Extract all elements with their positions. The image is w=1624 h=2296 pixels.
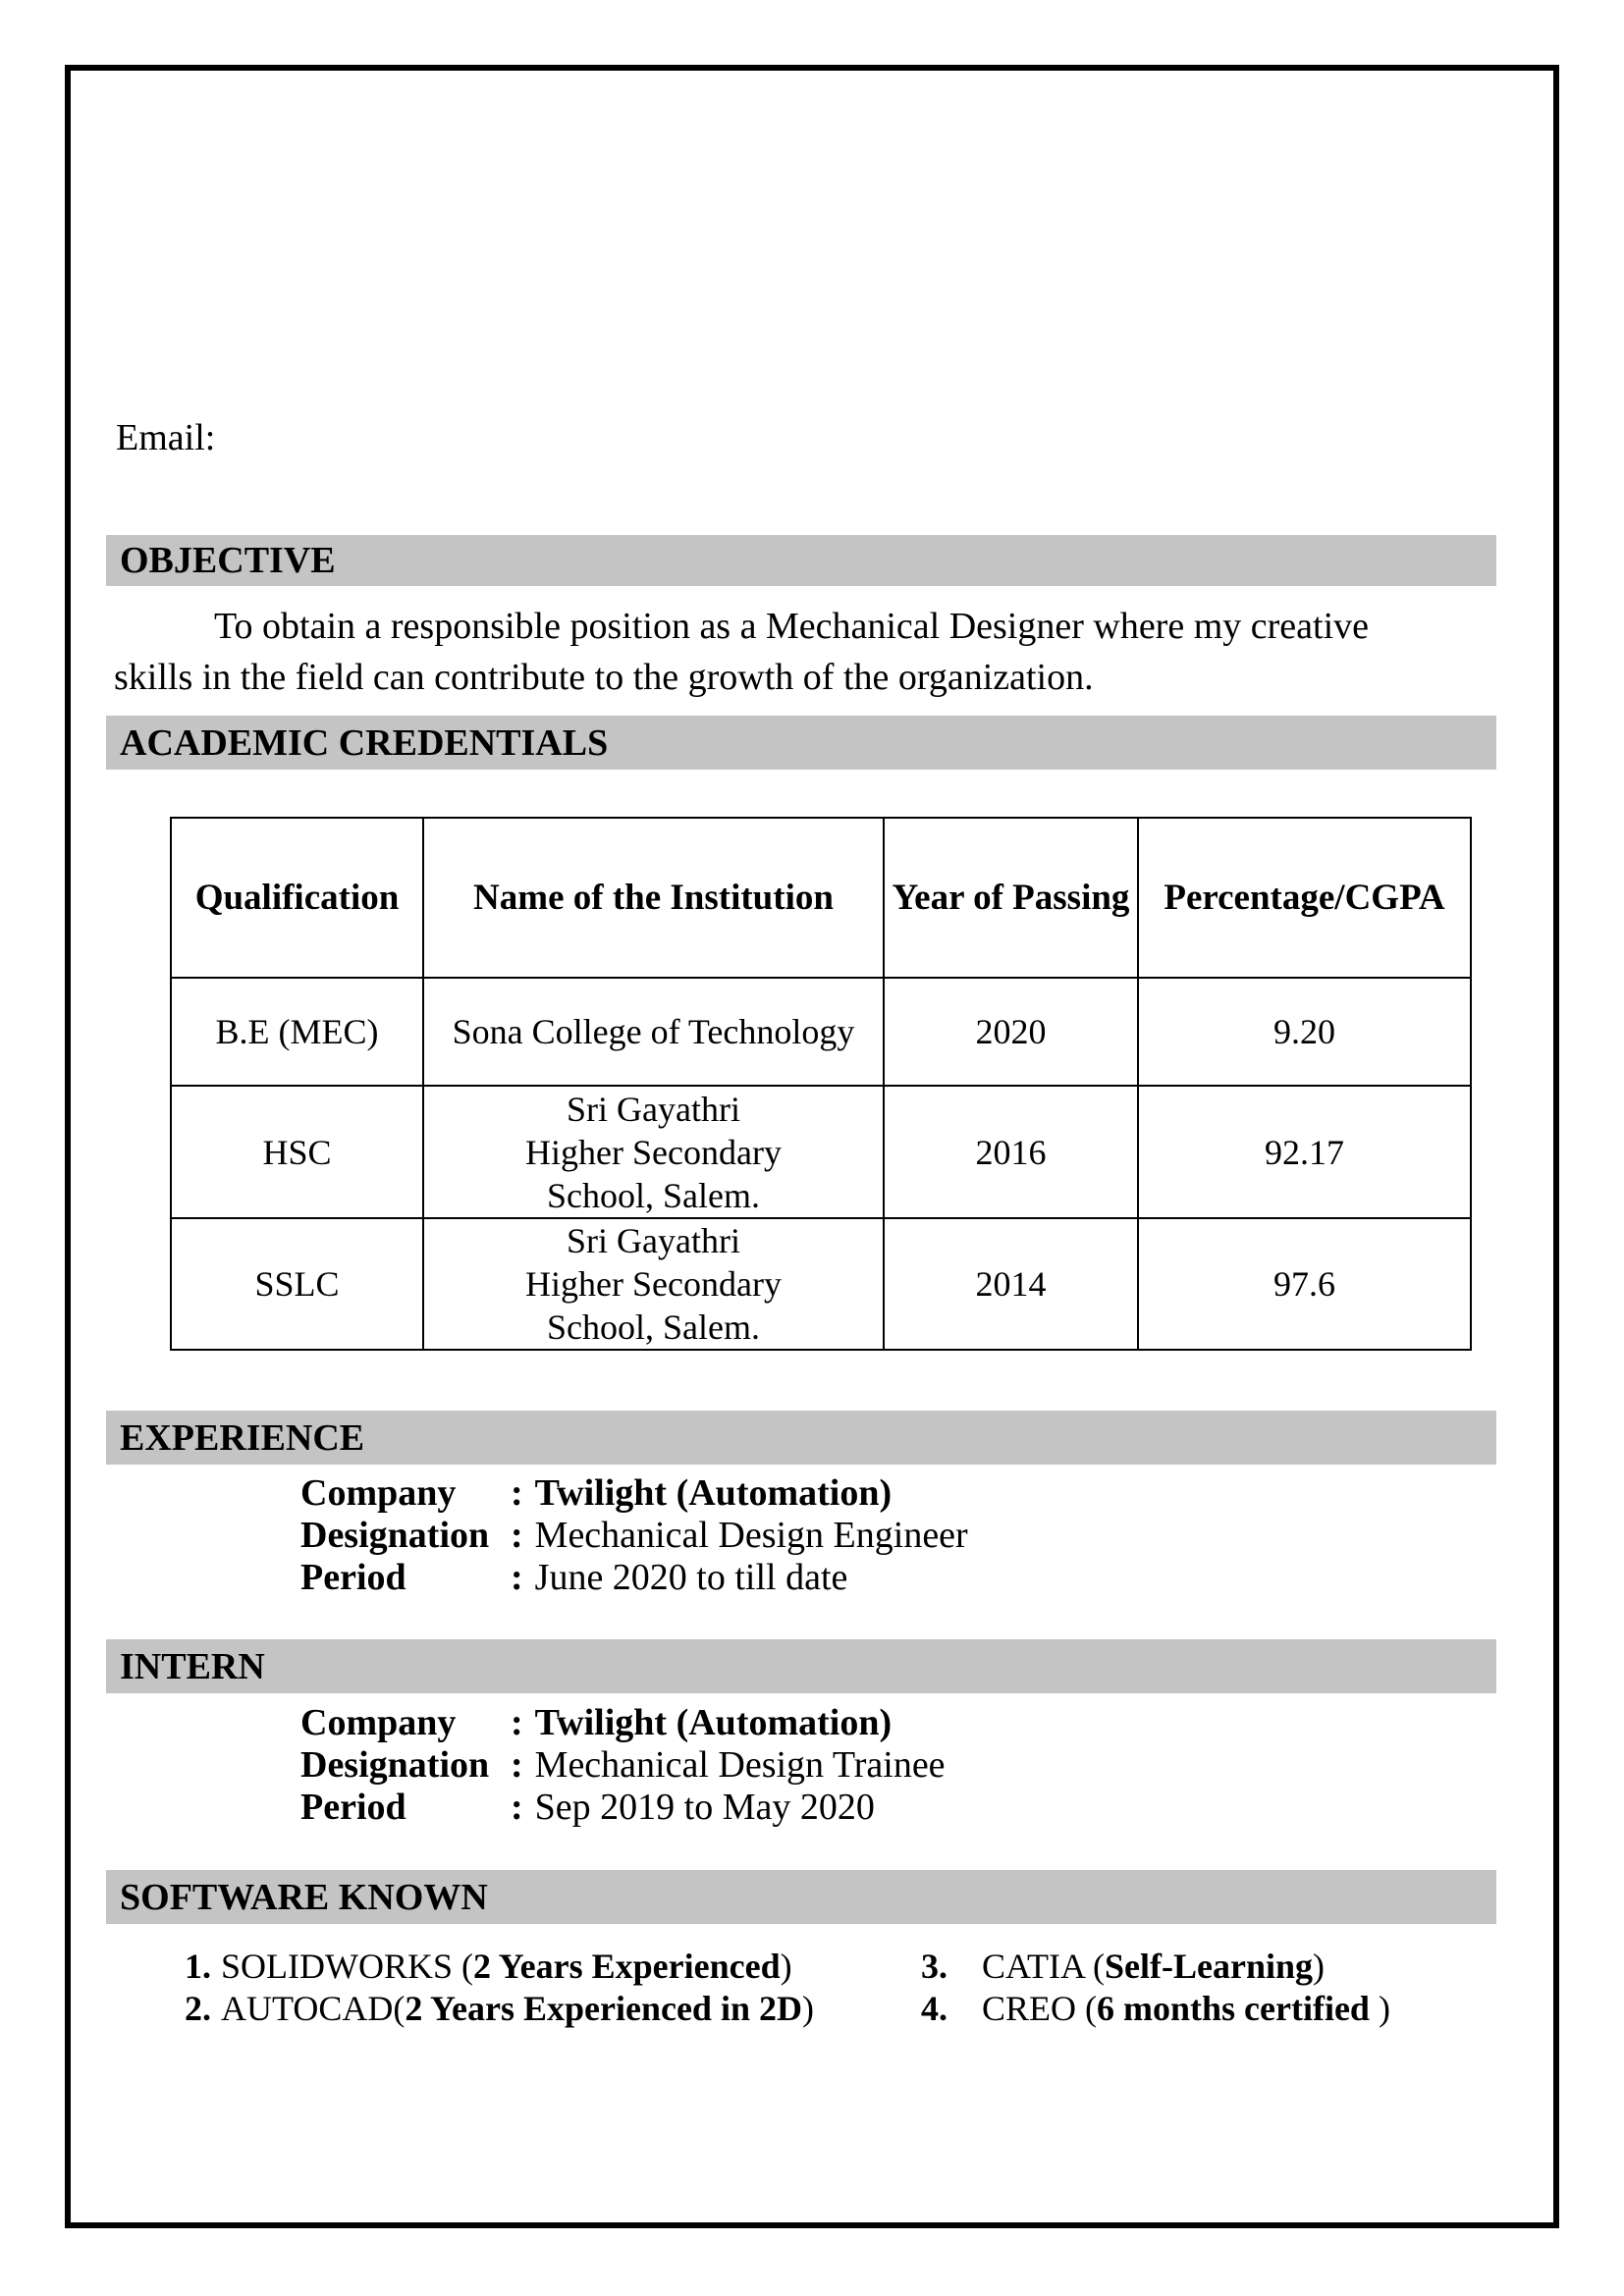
field-value: Mechanical Design Trainee [534,1744,946,1786]
software-name: CATIA ( [982,1947,1105,1986]
experience-row-company [300,1472,892,1515]
list-number: 3. [921,1947,947,1986]
table-row [171,1086,1471,1218]
objective-line-2: skills in the field can contribute to the growth of the organization. [114,657,1094,698]
table-row [171,1218,1471,1350]
software-suffix: ) [801,1989,814,2028]
software-suffix: ) [1369,1989,1390,2028]
colon-separator: : [511,1787,523,1828]
field-value: Sep 2019 to May 2020 [534,1787,875,1828]
col-header-institution: Name of the Institution [423,818,884,978]
section-title-software-known: SOFTWARE KNOWN [120,1876,488,1918]
experience-row-period [300,1557,847,1599]
cell-score: 92.17 [1138,1086,1471,1218]
email-label: Email: [116,417,216,458]
colon-separator: : [511,1744,523,1786]
list-number: 2. [185,1989,211,2028]
institution-line: Higher Secondary [525,1264,782,1304]
section-header-objective [106,535,1496,586]
table-row [171,978,1471,1086]
software-item-catia [921,1946,1325,1987]
software-item-solidworks [185,1946,792,1987]
colon-separator: : [511,1702,523,1743]
software-name: SOLIDWORKS ( [221,1947,473,1986]
section-title-intern: INTERN [120,1645,265,1687]
section-title-objective: OBJECTIVE [120,540,336,581]
field-label: Period [300,1787,406,1828]
software-suffix: ) [780,1947,792,1986]
field-label: Designation [300,1515,490,1556]
intern-row-company [300,1702,892,1744]
institution-line: Sri Gayathri [567,1089,740,1129]
objective-paragraph [114,601,1459,703]
software-detail-bold: 2 Years Experienced in 2D [405,1989,802,2028]
software-detail-bold: Self-Learning [1105,1947,1313,1986]
cell-qualification: SSLC [171,1218,423,1350]
col-header-qualification: Qualification [171,818,423,978]
section-header-academic-credentials [106,716,1496,770]
intern-row-designation [300,1744,946,1787]
software-detail-bold: 2 Years Experienced [473,1947,781,1986]
section-title-experience: EXPERIENCE [120,1416,365,1459]
institution-line: School, Salem. [547,1175,760,1215]
col-header-year: Year of Passing [884,818,1138,978]
cell-year: 2014 [884,1218,1138,1350]
section-header-software-known [106,1870,1496,1924]
experience-row-designation [300,1515,968,1557]
list-number: 4. [921,1989,947,2028]
software-name: CREO ( [982,1989,1097,2028]
colon-separator: : [511,1515,523,1556]
list-number: 1. [185,1947,211,1986]
colon-separator: : [511,1472,523,1514]
field-label: Period [300,1557,406,1598]
field-value: June 2020 to till date [534,1557,848,1598]
intern-row-period [300,1787,875,1829]
field-value: Mechanical Design Engineer [534,1515,968,1556]
software-detail-bold: 6 months certified [1097,1989,1370,2028]
section-header-experience [106,1411,1496,1465]
objective-line-1: To obtain a responsible position as a Mechanical Designer where my creative [214,606,1369,647]
institution-line: Sona College of Technology [452,1012,855,1051]
software-name: AUTOCAD( [221,1989,406,2028]
cell-institution [423,1086,884,1218]
cell-institution [423,1218,884,1350]
table-header-row [171,818,1471,978]
cell-year: 2020 [884,978,1138,1086]
cell-qualification: B.E (MEC) [171,978,423,1086]
colon-separator: : [511,1557,523,1598]
section-header-intern [106,1639,1496,1693]
field-label: Company [300,1472,457,1514]
institution-line: Sri Gayathri [567,1221,740,1260]
institution-line: Higher Secondary [525,1132,782,1172]
cell-score: 9.20 [1138,978,1471,1086]
field-label: Designation [300,1744,490,1786]
col-header-percentage: Percentage/CGPA [1138,818,1471,978]
cell-qualification: HSC [171,1086,423,1218]
section-title-academic-credentials: ACADEMIC CREDENTIALS [120,721,609,764]
field-value: Twilight (Automation) [534,1472,893,1514]
cell-score: 97.6 [1138,1218,1471,1350]
institution-line: School, Salem. [547,1308,760,1347]
cell-year: 2016 [884,1086,1138,1218]
field-value: Twilight (Automation) [534,1702,893,1743]
cell-institution [423,978,884,1086]
academic-credentials-table [170,817,1472,1351]
software-item-autocad [185,1988,814,2029]
software-item-creo [921,1988,1390,2029]
software-suffix: ) [1313,1947,1325,1986]
field-label: Company [300,1702,457,1743]
